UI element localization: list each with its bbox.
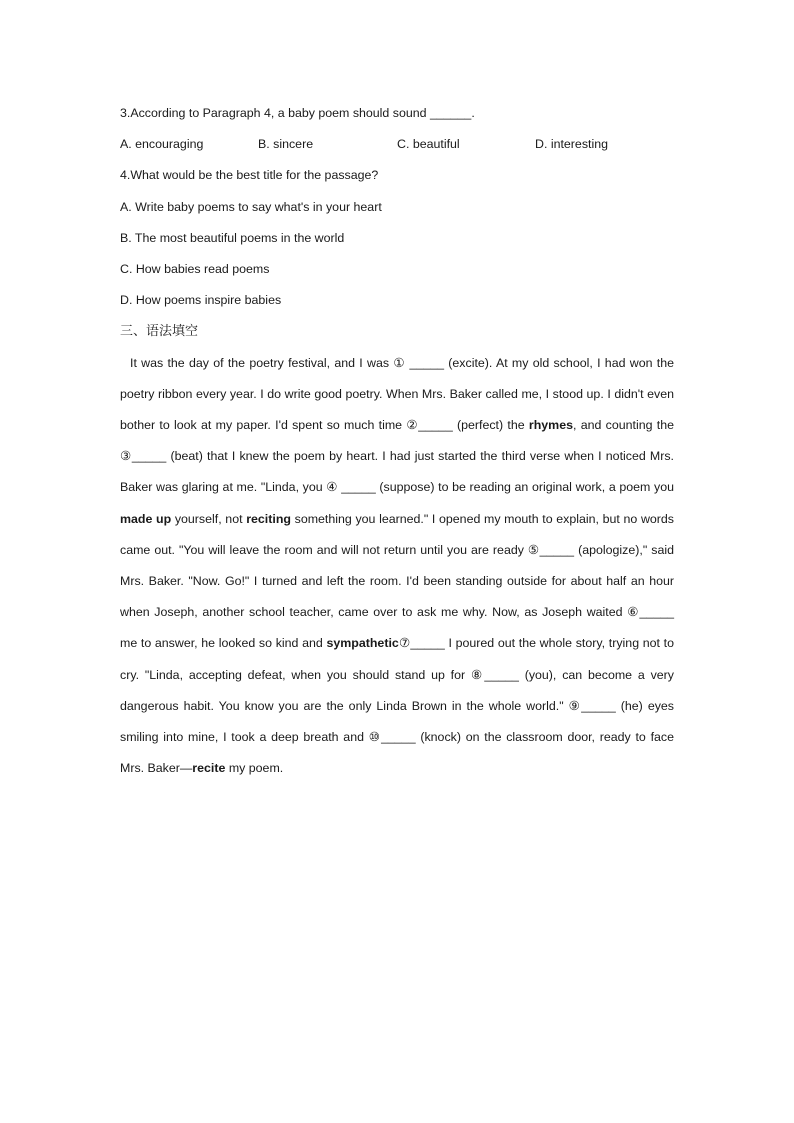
option-c: C. beautiful: [397, 137, 460, 152]
bold-word: made up: [120, 511, 172, 526]
option-b: B. sincere: [258, 137, 314, 152]
bold-word: recite: [192, 761, 226, 776]
passage-text: something you learned." I opened my mouth to explain, but no words came out. "You will leave the room and will not return until you are ready ⑤_____ (apologize)," said Mrs. Baker. "Now. Go!" I turned and left the room. I'd been standing outside for about half an hour when Joseph, another school teacher, came over to ask me why. Now, as Joseph waited ⑥_____ me to answer, he looked so kind and: [120, 511, 674, 651]
question-4-option-d: D. How poems inspire babies: [120, 293, 282, 308]
section-title: 三、语法填空: [120, 324, 199, 340]
question-3-options: [120, 129, 674, 160]
cloze-passage: [120, 348, 674, 785]
question-4-option-c: C. How babies read poems: [120, 261, 270, 276]
option-d: D. interesting: [535, 137, 609, 152]
bold-word: reciting: [246, 511, 291, 526]
question-4-stem: 4.What would be the best title for the passage?: [120, 168, 379, 183]
passage-text: yourself, not: [171, 511, 247, 526]
question-3-stem: 3.According to Paragraph 4, a baby poem should sound ______.: [120, 106, 475, 120]
document-page: [120, 98, 674, 784]
bold-word: rhymes: [528, 417, 573, 432]
question-4-option-b: B. The most beautiful poems in the world: [120, 230, 345, 245]
passage-text: It was the day of the poetry festival, and I was ① _____ (excite). At my old school, I had won the poetry ribbon every year. I do write good poetry. When Mrs. Baker called me, I stood up. I didn't even bother to look at my paper. I'd spent so much time ②_____ (perfect) the: [120, 355, 674, 432]
bold-word: sympathetic: [326, 636, 399, 651]
question-4-option-a: A. Write baby poems to say what's in your heart: [120, 199, 382, 214]
option-a: A. encouraging: [120, 137, 204, 152]
passage-text: ⑦_____ I poured out the whole story, trying not to cry. "Linda, accepting defeat, when you should stand up for ⑧_____ (you), can become a very dangerous habit. You know you are the only Linda Brown in the whole world." ⑨_____ (he) eyes smiling into mine, I took a deep breath and ⑩_____ (knock) on the classroom door, ready to face Mrs. Baker—: [120, 636, 675, 776]
passage-text: , and counting the ③_____ (beat) that I knew the poem by heart. I had just started the third verse when I noticed Mrs. Baker was glaring at me. "Linda, you ④ _____ (suppose) to be reading an original work, a poem you: [120, 417, 674, 495]
passage-text: my poem.: [225, 761, 284, 776]
